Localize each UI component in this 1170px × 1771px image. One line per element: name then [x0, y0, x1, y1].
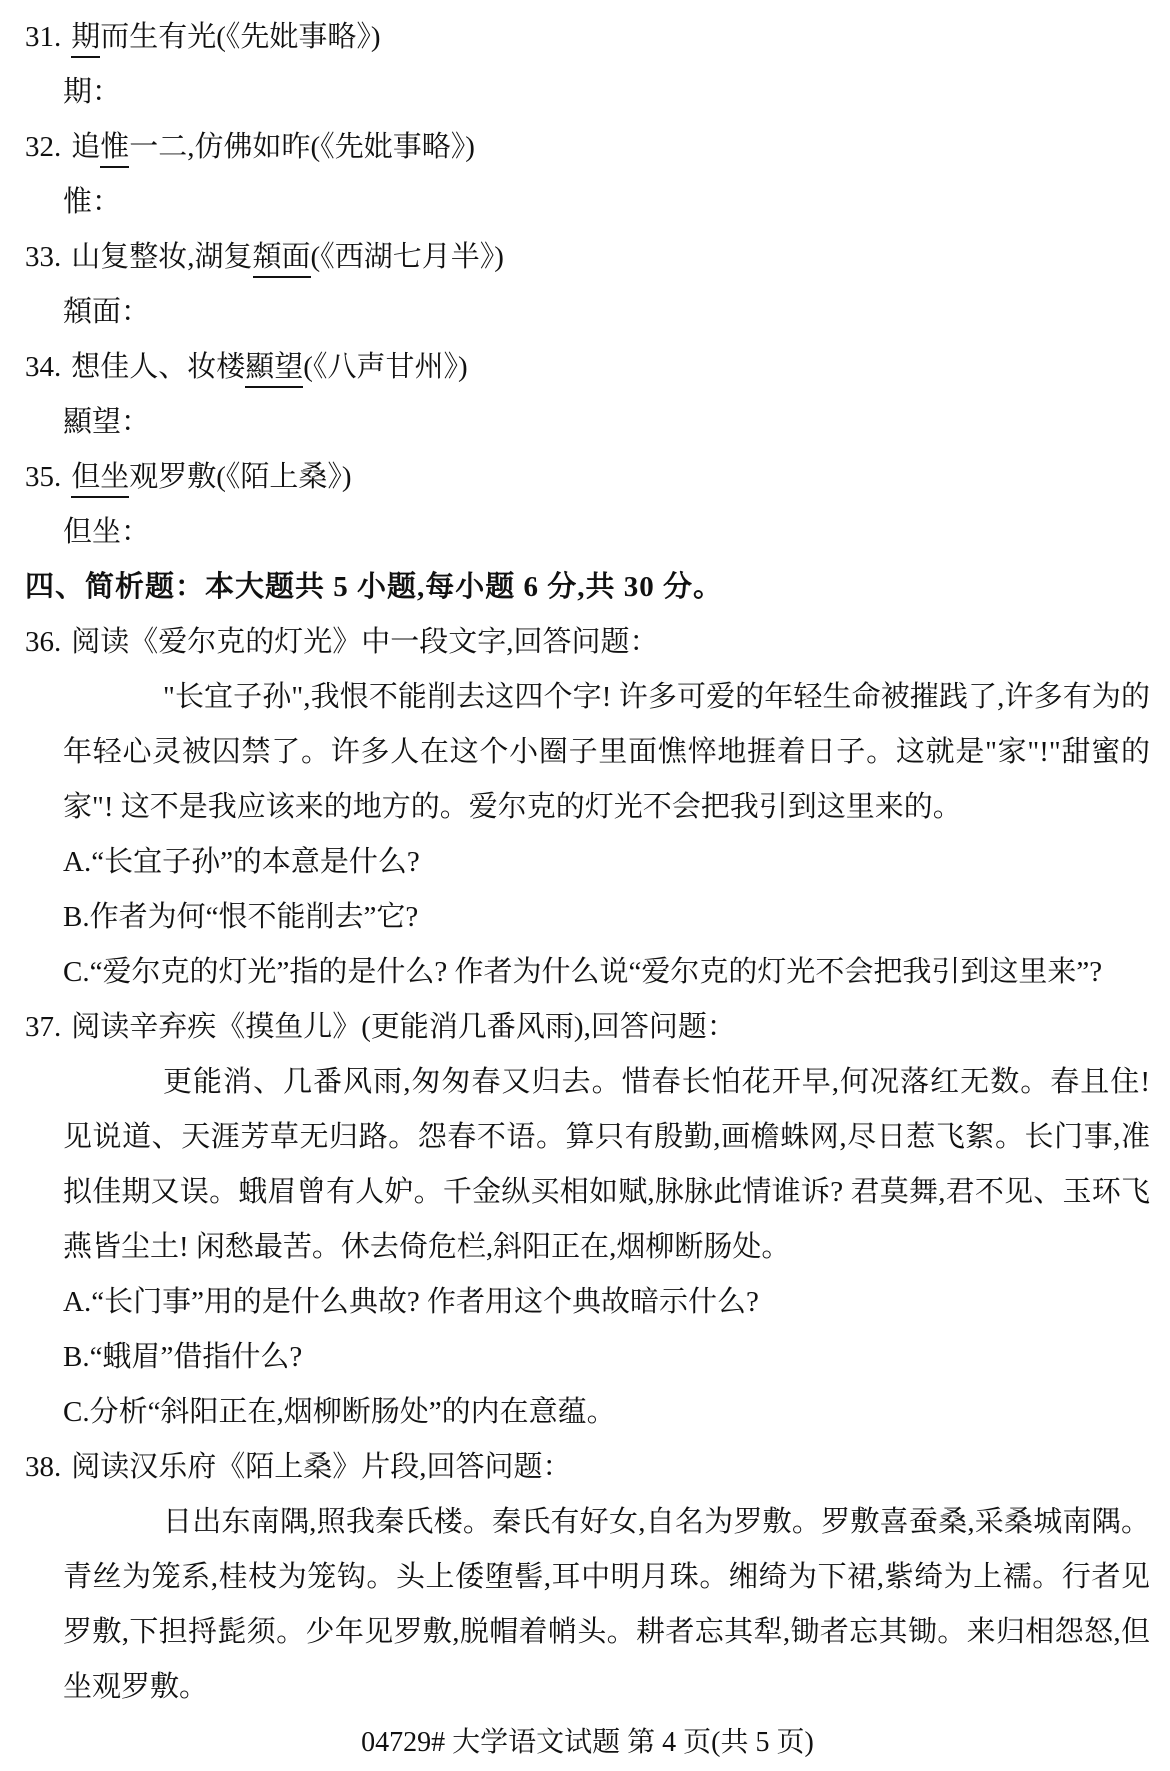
- question-37-sub-b: B.“蛾眉”借指什么?: [63, 1341, 303, 1373]
- question-pre-text: 想佳人、妆楼: [71, 351, 246, 383]
- question-36-sub-c: C.“爱尔克的灯光”指的是什么? 作者为什么说“爱尔克的灯光不会把我引到这里来”?: [63, 956, 1103, 988]
- question-37-sub-a: A.“长门事”用的是什么典故? 作者用这个典故暗示什么?: [63, 1286, 759, 1318]
- underlined-word: 期: [71, 21, 100, 58]
- question-post-text: (《八声甘州》): [303, 351, 468, 383]
- prompt-text: 阅读《爱尔克的灯光》中一段文字,回答问题：: [71, 626, 659, 658]
- question-pre-text: 山复整妆,湖复: [71, 241, 253, 273]
- question-number: 32.: [25, 131, 62, 163]
- answer-label-33: 頮面：: [63, 296, 151, 328]
- answer-label-34: 顯望：: [63, 406, 151, 438]
- question-38-passage: 日出东南隅,照我秦氏楼。秦氏有好女,自名为罗敷。罗敷喜蚕桑,采桑城南隅。青丝为笼系,桂枝为笼钩。头上倭堕髻,耳中明月珠。缃绮为下裙,紫绮为上襦。行者见罗敷,下担捋髭须。少年见罗敷,脱帽着帩头。耕者忘其犁,锄者忘其锄。来归相怨怒,但坐观罗敷。: [63, 1506, 1150, 1703]
- question-36-sub-a: A.“长宜子孙”的本意是什么?: [63, 846, 420, 878]
- question-37-prompt: [25, 1000, 1150, 1055]
- question-36-sub-b: B.作者为何“恨不能削去”它?: [63, 901, 419, 933]
- question-37-sub-c: C.分析“斜阳正在,烟柳断肠处”的内在意蕴。: [63, 1396, 616, 1428]
- question-pre-text: 追: [71, 131, 101, 163]
- answer-label-32: 惟：: [63, 186, 122, 218]
- question-number: 35.: [25, 461, 62, 493]
- underlined-word: 頮面: [253, 241, 311, 278]
- question-post-text: (《西湖七月半》): [310, 241, 504, 273]
- question-post-text: 观罗敷(《陌上桑》): [129, 461, 352, 493]
- answer-label-35: 但坐：: [63, 516, 151, 548]
- underlined-word: 但坐: [71, 461, 129, 498]
- underlined-word: 顯望: [245, 351, 303, 388]
- prompt-text: 阅读汉乐府《陌上桑》片段,回答问题：: [71, 1451, 572, 1483]
- question-38-prompt: [25, 1440, 1150, 1495]
- question-number: 38.: [25, 1451, 62, 1483]
- section-heading: 四、简析题：本大题共 5 小题,每小题 6 分,共 30 分。: [25, 571, 724, 603]
- question-number: 37.: [25, 1011, 62, 1043]
- question-33-text: [25, 230, 1150, 285]
- answer-label-31: 期：: [63, 76, 122, 108]
- question-36-prompt: [25, 615, 1150, 670]
- question-37-passage: 更能消、几番风雨,匆匆春又归去。惜春长怕花开早,何况落红无数。春且住! 见说道、天涯芳草无归路。怨春不语。算只有殷勤,画檐蛛网,尽日惹飞絮。长门事,准拟佳期又误。蛾眉曾有人妒。千金纵买相如赋,脉脉此情谁诉? 君莫舞,君不见、玉环飞燕皆尘土! 闲愁最苦。休去倚危栏,斜阳正在,烟柳断肠处。: [63, 1066, 1150, 1263]
- question-number: 31.: [25, 21, 62, 53]
- question-number: 34.: [25, 351, 62, 383]
- question-number: 36.: [25, 626, 62, 658]
- question-32-text: [25, 120, 1150, 175]
- question-post-text: 一二,仿佛如昨(《先妣事略》): [129, 131, 475, 163]
- question-36-passage: "长宜子孙",我恨不能削去这四个字! 许多可爱的年轻生命被摧践了,许多有为的年轻心灵被囚禁了。许多人在这个小圈子里面憔悴地捱着日子。这就是"家"!"甜蜜的家"! 这不是我应该来的地方的。爱尔克的灯光不会把我引到这里来的。: [63, 681, 1150, 823]
- question-34-text: [25, 340, 1150, 395]
- prompt-text: 阅读辛弃疾《摸鱼儿》(更能消几番风雨),回答问题：: [71, 1011, 736, 1043]
- page-footer: 04729# 大学语文试题 第 4 页(共 5 页): [361, 1727, 814, 1758]
- question-number: 33.: [25, 241, 62, 273]
- question-post-text: 而生有光(《先妣事略》): [100, 21, 381, 53]
- underlined-word: 惟: [100, 131, 129, 168]
- question-35-text: [25, 450, 1150, 505]
- question-31-text: [25, 10, 1150, 65]
